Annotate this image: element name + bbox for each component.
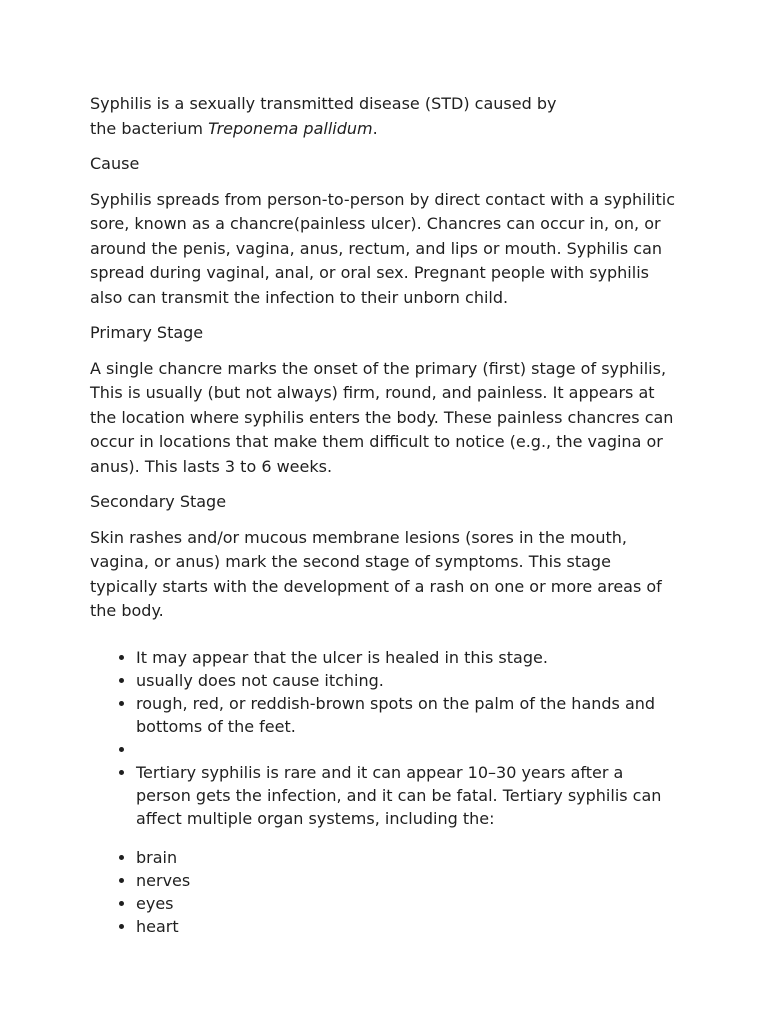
primary-stage-paragraph: A single chancre marks the onset of the primary (first) stage of syphilis, This is usually (but not always) firm, round, and painless. It appears at the location where syphilis enters the body. These painless chancres can occur in locations that make them difficult to notice (e.g., the vagina or anus). This lasts 3 to 6 weeks.: [90, 358, 674, 476]
organism-name: Treponema pallidum: [208, 118, 373, 138]
organ-systems-list: [90, 846, 680, 938]
secondary-stage-heading: Secondary Stage: [90, 492, 227, 511]
list-item-empty: [136, 738, 680, 761]
cause-heading: Cause: [90, 154, 140, 173]
list-item: • eyes: [136, 892, 680, 915]
primary-stage-heading: Primary Stage: [90, 323, 204, 342]
cause-paragraph: Syphilis spreads from person-to-person by direct contact with a syphilitic sore, known as a chancre(painless ulcer). Chancres can occur in, on, or around the penis, vagina, anus, rectum, and lips or mouth. Syphilis can spread during vaginal, anal, or oral sex. Pregnant people with syphilis also can transmit the infection to their unborn child.: [90, 189, 675, 307]
intro-period: .: [372, 118, 378, 138]
secondary-stage-paragraph: Skin rashes and/or mucous membrane lesions (sores in the mouth, vagina, or anus) mark the second stage of symptoms. This stage typically starts with the development of a rash on one or more areas of the body.: [90, 527, 662, 620]
list-item: • It may appear that the ulcer is healed in this stage.: [136, 646, 680, 669]
intro-paragraph: [90, 92, 570, 141]
secondary-symptoms-list: [90, 646, 680, 830]
list-item: • nerves: [136, 869, 680, 892]
list-item: • rough, red, or reddish-brown spots on the palm of the hands and bottoms of the feet.: [136, 692, 680, 738]
intro-text: Syphilis is a sexually transmitted disease (STD) caused by the bacterium: [90, 94, 557, 138]
list-item: • Tertiary syphilis is rare and it can appear 10–30 years after a person gets the infection, and it can be fatal. Tertiary syphilis can affect multiple organ systems, including the:: [136, 761, 680, 830]
list-item: • usually does not cause itching.: [136, 669, 680, 692]
list-item: • brain: [136, 846, 680, 869]
list-item: • heart: [136, 915, 680, 938]
